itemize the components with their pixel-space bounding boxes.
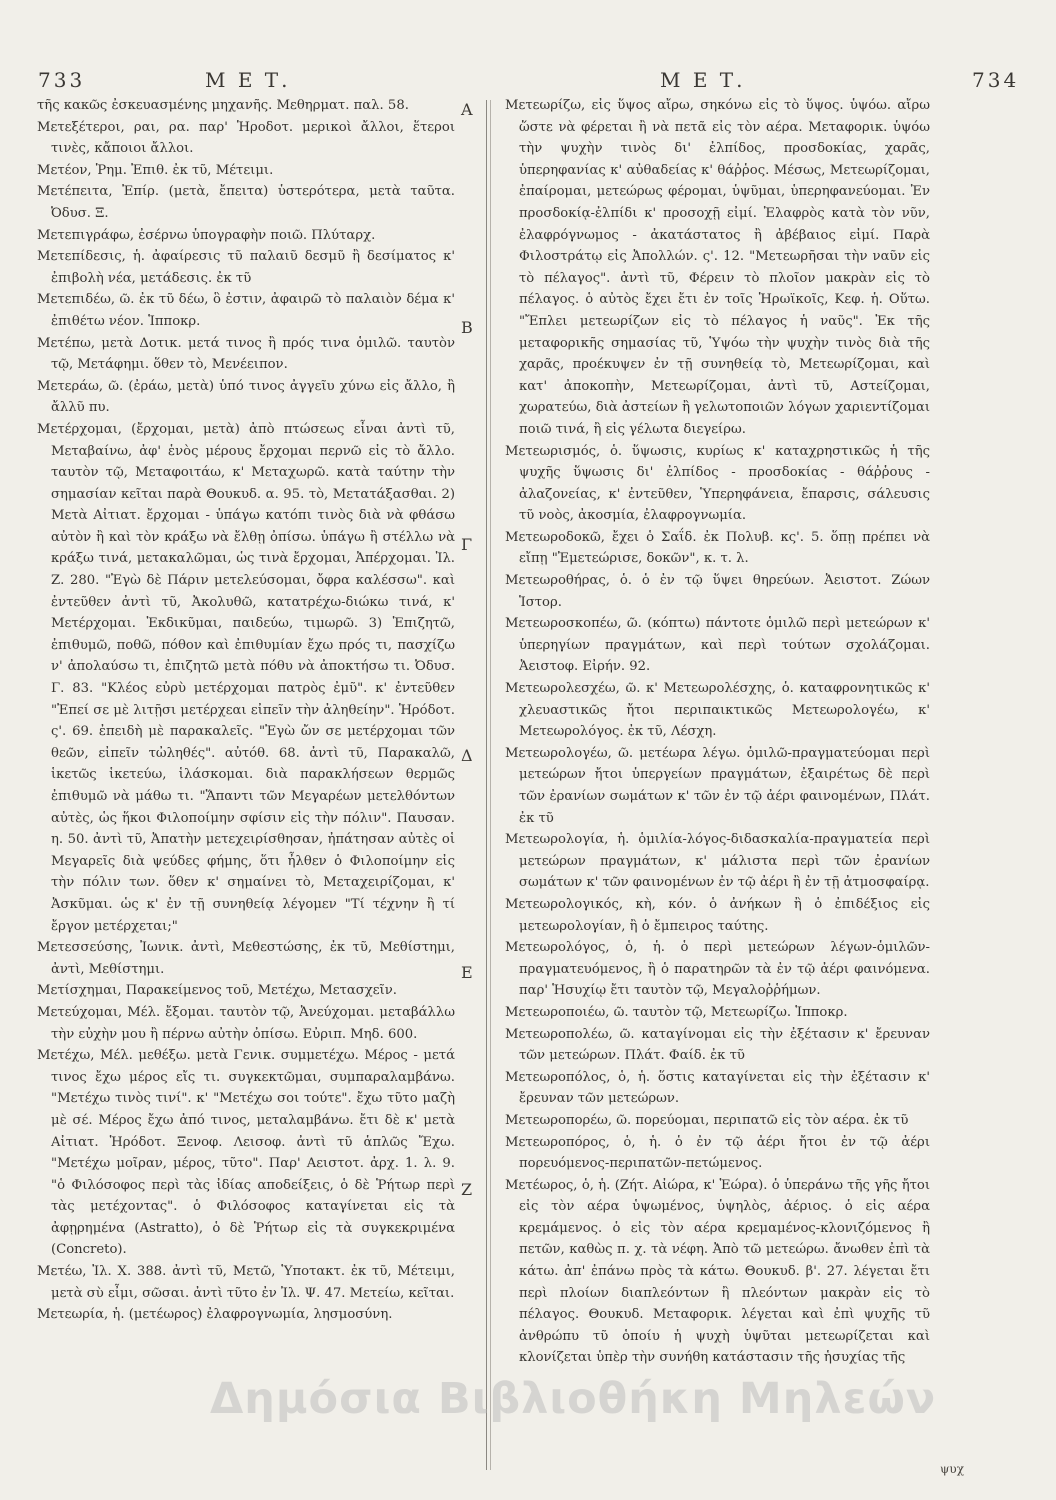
entry: Μετέρχομαι, (ἔρχομαι, μετὰ) ἀπὸ πτώσεως εἶναι ἀντὶ τῦ, Μεταβαίνω, ἀφ' ἑνὸς μέρους ἔρχομαι περνῶ εἰς τὸ ἄλλο. ταυτὸν τῷ, Μεταφοιτάω, κ' Μεταχωρῶ. κατὰ ταύτην τὴν σημασίαν κεῖται παρὰ Θουκυδ. α. 95. τὸ, Μετατάξασθαι. 2) Μετὰ Αἰτιατ. ἔρχομαι - ὑπάγω κατόπι τινὸς διὰ νὰ φθάσω αὐτὸν ἢ καὶ τὸν κράξω νὰ ἔλθῃ ὀπίσω. ὑπάγω ἢ στέλλω νὰ κράξω τινά, μετακαλῶμαι, ὡς τινὰ ἔρχομαι, Ἀπέρχομαι. Ἰλ. Ζ. 280. "Ἐγὼ δὲ Πάριν μετελεύσομαι, ὄφρα καλέσσω". καὶ ἐντεῦθεν ἀντὶ τῦ, Ἀκολυθῶ, κατατρέχω-διώκω τινά, κ' Μετέρχομαι. Ἐκδικῦμαι, παιδεύω, τιμωρῶ. 3) Ἐπιζητῶ, ἐπιθυμῶ, ποθῶ, πόθον καὶ ἐπιθυμίαν ἔχω πρός τι, πασχίζω ν' ἀπολαύσω τι, ἐπιζητῶ μετὰ πόθυ νὰ ἀποκτήσω τι. Ὀδυσ. Γ. 83. "Κλέος εὐρὺ μετέρχομαι πατρὸς ἐμῦ". κ' ἐντεῦθεν "Ἐπεί σε μὲ λιτῇσι μετέρχεαι εἰπεῖν τὴν ἀληθείην". Ἡρόδοτ. ς'. 69. ἐπειδὴ μὲ παρακαλεῖς. "Ἐγὼ ὤν σε μετέρχομαι τῶν θεῶν, εἰπεῖν τὠληθές". αὐτόθ. 68. ἀντὶ τῦ, Παρακαλῶ, ἱκετῶς ἱκετεύω, ἱλάσκομαι. διὰ παρακλήσεων θερμῶς ἐπιθυμῶ νὰ μάθω τι. "Ἅπαντι τῶν Μεγαρέων μετελθόντων αὐτὲς, ὡς ἥκοι Φιλοποίμην σφίσιν εἰς τὴν πόλιν". Παυσαν. η. 50. ἀντὶ τῦ, Ἀπατὴν μετεχειρίσθησαν, ἠπάτησαν αὐτὲς οἱ Μεγαρεῖς διὰ ψεύδες φήμης, ὅτι ἦλθεν ὁ Φιλοποίμην εἰς τὴν πόλιν των. ὅθεν κ' σημαίνει τὸ, Μεταχειρίζομαι, κ' Ἀσκῦμαι. ὡς κ' ἐν τῇ συνηθείᾳ λέγομεν "Τί τέχνην ἢ τί ἔργον μετέρχεται;" xyxy=(37,421,455,934)
entry: Μετεωρισμός, ὁ. ὕψωσις, κυρίως κ' καταχρηστικῶς ἡ τῆς ψυχῆς ὕψωσις δι' ἐλπίδος - προσδοκίας - θάῤῥους - ἀλαζονείας, κ' ἐντεῦθεν, Ὑπερηφάνεια, ἔπαρσις, σάλευσις τῦ νοὸς, ἀκοσμία, ἐλαφρογνωμία. xyxy=(505,443,930,524)
entry: Μετέον, Ῥημ. Ἐπιθ. ἐκ τῦ, Μέτειμι. xyxy=(37,162,274,178)
entry: Μετέπειτα, Ἐπίρ. (μετὰ, ἔπειτα) ὑστερότερα, μετὰ ταῦτα. Ὀδυσ. Ξ. xyxy=(37,184,455,221)
entry: Μετεπιδέω, ῶ. ἐκ τῦ δέω, ὃ ἐστιν, ἀφαιρῶ τὸ παλαιὸν δέμα κ' ἐπιθέτω νέον. Ἱπποκρ. xyxy=(37,292,455,329)
right-running-head: Μ Ε Τ. xyxy=(660,68,746,92)
section-mark-alpha: Α xyxy=(461,100,473,119)
entry: Μετεύχομαι, Μέλ. ἔξομαι. ταυτὸν τῷ, Ἀνεύχομαι. μεταβάλλω τὴν εὐχὴν μου ἢ πέρνω αὐτὴν ὀπίσω. Εὐριπ. Μηδ. 600. xyxy=(37,1004,455,1042)
entry: Μετέω, Ἰλ. Χ. 388. ἀντὶ τῦ, Μετῶ, Ὑποτακτ. ἐκ τῦ, Μέτειμι, μετὰ σὺ εἶμι, σῶσαι. ἀντὶ τῦτο ἐν Ἰλ. Ψ. 47. Μετείω, κεῖται. xyxy=(37,1264,455,1301)
entry: Μετεξέτεροι, ραι, ρα. παρ' Ἡροδοτ. μερικοὶ ἄλλοι, ἕτεροι τινὲς, κἄποιοι ἄλλοι. xyxy=(37,119,455,157)
entry: Μετεωροσκοπέω, ῶ. (κόπτω) πάντοτε ὁμιλῶ περὶ μετεώρων κ' ὑπερηγίων πραγμάτων, καὶ περὶ τούτων σχολάζομαι. Ἀειστοφ. Εἰρήν. 92. xyxy=(505,616,930,675)
entry: Μετεωροποιέω, ῶ. ταυτὸν τῷ, Μετεωρίζω. Ἱπποκρ. xyxy=(505,1004,848,1020)
entry: Μετεωροπολέω, ῶ. καταγίνομαι εἰς τὴν ἐξέτασιν κ' ἔρευναν τῶν μετεώρων. Πλάτ. Φαίδ. ἐκ τῦ xyxy=(505,1026,930,1064)
entry: Μετεωροδοκῶ, ἔχει ὁ Σαΐδ. ἐκ Πολυβ. κς'. 5. ὅπῃ πρέπει νὰ εἴπῃ "Ἐμετεώρισε, δοκῶν", κ. τ. λ. xyxy=(505,529,930,567)
column-divider xyxy=(486,100,487,1470)
entry: Μετεπίδεσις, ἡ. ἀφαίρεσις τῦ παλαιῦ δεσμῦ ἢ δεσίματος κ' ἐπιβολὴ νέα, μετάδεσις. ἐκ τῦ xyxy=(37,249,455,286)
entry: Μετεράω, ῶ. (ἐράω, μετὰ) ὑπό τινος ἀγγεῖυ χύνω εἰς ἄλλο, ἢ ἄλλῦ πυ. xyxy=(37,378,455,416)
left-page-number: 733 xyxy=(38,68,86,92)
right-page-number: 734 xyxy=(972,68,1020,92)
entry: Μετεωρολογέω, ῶ. μετέωρα λέγω. ὁμιλῶ-πραγματεύομαι περὶ μετεώρων ἤτοι ὑπεργείων πραγμάτων, ἐξαιρέτως δὲ περὶ τῶν ἐρανίων σωμάτων κ' τῶν ἐν τῷ ἀέρι φαινομένων, Πλάτ. ἐκ τῦ xyxy=(505,745,930,826)
left-running-head: Μ Ε Τ. xyxy=(205,68,291,92)
entry: Μετεωρία, ἡ. (μετέωρος) ἐλαφρογνωμία, λησμοσύνη. xyxy=(37,1307,393,1323)
entry: τῆς κακῶς ἐσκευασμένης μηχανῆς. Μεθηρματ. παλ. 58. xyxy=(37,98,409,113)
entry: Μετεωροπόλος, ὁ, ἡ. ὅστις καταγίνεται εἰς τὴν ἐξέτασιν κ' ἔρευναν τῶν μετεώρων. xyxy=(505,1069,930,1107)
section-mark-zeta: Ζ xyxy=(461,1180,473,1199)
left-column xyxy=(37,95,455,1326)
entry: Μετεωρίζω, εἰς ὕψος αἴρω, σηκόνω εἰς τὸ ὕψος. ὑψόω. αἴρω ὥστε νὰ φέρεται ἢ νὰ πετᾶ εἰς τὸν αέρα. Μεταφορικ. ὑψόω τὴν ψυχὴν τινὸς δι' ἐλπίδος, προσδοκίας, χαρᾶς, ὑπερηφανίας κ' αὐθαδείας κ' θάῤῥος. Μέσως, Μετεωρίζομαι, ἐπαίρομαι, μετεώρως φέρομαι, ὑψῦμαι, ὑπερηφανεύομαι. Ἐν προσδοκίᾳ-ἐλπίδι κ' προσοχῇ εἰμί. Ἐλαφρὸς κατὰ τὸν νῦν, ἐλαφρόγνωμος - ἀκατάστατος ἢ ἀβέβαιος εἰμί. Παρὰ Φιλοστράτῳ εἰς Ἀπολλών. ς'. 12. "Μετεωρῆσαι τὴν ναῦν εἰς τὸ πέλαγος". ἀντὶ τῦ, Φέρειν τὸ πλοῖον μακρὰν εἰς τὸ πέλαγος. ὁ αὐτὸς ἔχει ἔτι ἐν τοῖς Ἡρωϊκοῖς, Κεφ. ἡ. Οὕτω. "Ἔπλει μετεωρίζων εἰς τὸ πέλαγος ἡ ναῦς". Ἐκ τῆς μεταφορικῆς σημασίας τῦ, Ὑψόω τὴν ψυχὴν τινὸς διὰ τῆς χαρᾶς, προέκυψεν ἐν τῇ συνηθείᾳ τὸ, Μετεωρίζομαι, καὶ κατ' ἀποκοπὴν, Μετεωρίζομαι, ἀντὶ τῦ, Αστείζομαι, χωρατεύω, διὰ ἀστείων ἢ γελωτοποιῶν λόγων χαριεντίζομαι ποιῶ τινά, ἢ εἰς γέλωτα διεγείρω. xyxy=(505,98,930,437)
entry: Μετεωροθήρας, ὁ. ὁ ἐν τῷ ὕψει θηρεύων. Ἀειστοτ. Ζώων Ἱστορ. xyxy=(505,573,930,610)
entry: Μετεωρολόγος, ὁ, ἡ. ὁ περὶ μετεώρων λέγων-ὁμιλῶν-πραγματευόμενος, ἢ ὁ παρατηρῶν τὰ ἐν τῷ ἀέρι φαινόμενα. παρ' Ἡσυχίῳ ἔτι ταυτὸν τῷ, Μεγαλοῤῥήμων. xyxy=(505,940,930,999)
entry: Μετίσχημαι, Παρακείμενος τοῦ, Μετέχω, Μετασχεῖν. xyxy=(37,983,397,999)
section-mark-delta: Δ xyxy=(461,746,473,765)
column-divider-inner xyxy=(490,100,491,1470)
section-mark-gamma: Γ xyxy=(461,535,473,554)
catchword: ψυχ xyxy=(940,1462,964,1476)
library-watermark: Δημόσια Βιβλιοθήκη Μηλεών xyxy=(210,1374,937,1424)
entry: Μετεπιγράφω, ἐσέρνω ὑπογραφὴν ποιῶ. Πλύταρχ. xyxy=(37,227,376,243)
entry: Μετέωρος, ὁ, ἡ. (Ζήτ. Αἰώρα, κ' Ἑώρα). ὁ ὑπεράνω τῆς γῆς ἤτοι εἰς τὸν αέρα ὑψωμένος, ὑψηλὸς, ἀέριος. ὁ εἰς αέρα κρεμάμενος. ὁ εἰς τὸν αέρα κρεμαμένος-κλονιζόμενος ἢ πετῶν, καθὼς π. χ. τὰ νέφη. Ἀπὸ τῶ μετεώρω. ἄνωθεν ἐπὶ τὰ κάτω. ἀπ' ἐπάνω πρὸς τὰ κάτω. Θουκυδ. β'. 27. λέγεται ἔτι περὶ πλοίων διαπλεόντων ἢ πλεόντων μακρὰν εἰς τὸ πέλαγος. Θουκυδ. Μεταφορικ. λέγεται καὶ ἐπὶ ψυχῆς τῦ ἀνθρώπυ τῦ ὁποίυ ἡ ψυχὴ ὑψῦται μετεωρίζεται καὶ κλονίζεται ὑπὲρ τὴν συνήθη κατάστασιν τῆς ἡσυχίας τῆς xyxy=(505,1177,930,1366)
entry: Μετέπω, μετὰ Δοτικ. μετά τινος ἢ πρός τινα ὁμιλῶ. ταυτὸν τῷ, Μετάφημι. ὅθεν τὸ, Μενέειπον. xyxy=(37,335,455,373)
section-mark-epsilon: Ε xyxy=(461,963,473,982)
section-mark-beta: Β xyxy=(461,318,473,337)
entry: Μετεωροπορέω, ῶ. πορεύομαι, περιπατῶ εἰς τὸν αέρα. ἐκ τῦ xyxy=(505,1112,909,1128)
entry: Μετεωρολογικός, κὴ, κόν. ὁ ἀνήκων ἢ ὁ ἐπιδέξιος εἰς μετεωρολογίαν, ἢ ὁ ἔμπειρος ταύτης. xyxy=(505,896,930,934)
right-column xyxy=(505,95,930,1369)
entry: Μετέχω, Μέλ. μεθέξω. μετὰ Γενικ. συμμετέχω. Μέρος - μετά τινος ἔχω μέρος εἴς τι. συγκεκτῶμαι, συμπαραλαμβάνω. "Μετέχω τινὸς τινί". κ' "Μετέχω σοι τούτε". ἔχω τῦτο μαζὴ μὲ σέ. Μέρος ἔχω ἀπό τινος, μεταλαμβάνω. ἔτι δὲ κ' μετὰ Αἰτιατ. Ἡρόδοτ. Ξενοφ. Λεισοφ. ἀντὶ τῦ ἁπλῶς Ἔχω. "Μετέχω μοῖραν, μέρος, τῦτο". Παρ' Αειστοτ. ἀρχ. 1. λ. 9. "ὁ Φιλόσοφος περὶ τὰς ἰδίας αποδείξεις, ὁ δὲ Ῥήτωρ περὶ τὰς μετέχοντας". ὁ Φιλόσοφος καταγίνεται εἰς τὰ ἀφῃρημένα (Astratto), ὁ δὲ Ῥήτωρ εἰς τὰ συγκεκριμένα (Concreto). xyxy=(37,1048,455,1258)
entry: Μετεσσεύσης, Ἰωνικ. ἀντὶ, Μεθεστώσης, ἐκ τῦ, Μεθίστημι, ἀντὶ, Μεθίστημι. xyxy=(37,940,455,977)
entry: Μετεωροπόρος, ὁ, ἡ. ὁ ἐν τῷ ἀέρι ἤτοι ἐν τῷ ἀέρι πορευόμενος-περιπατῶν-πετώμενος. xyxy=(505,1134,930,1172)
entry: Μετεωρολεσχέω, ῶ. κ' Μετεωρολέσχης, ὁ. καταφρονητικῶς κ' χλευαστικῶς ἤτοι περιπαικτικῶς Μετεωρολογέω, κ' Μετεωρολόγος. ἐκ τῦ, Λέσχη. xyxy=(505,681,930,740)
entry: Μετεωρολογία, ἡ. ὁμιλία-λόγος-διδασκαλία-πραγματεία περὶ μετεώρων πραγμάτων, κ' μάλιστα περὶ τῶν ἐρανίων σωμάτων κ' τῶν φαινομένων ἐν τῷ ἀέρι ἢ ἐν τῇ ἀτμοσφαίρᾳ. xyxy=(505,832,930,891)
